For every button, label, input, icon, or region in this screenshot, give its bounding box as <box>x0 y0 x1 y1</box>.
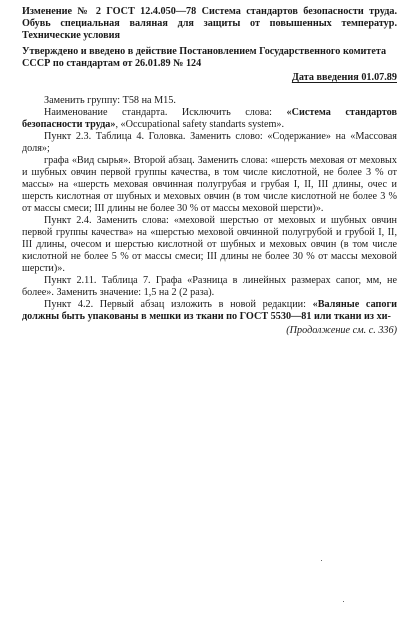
continuation-note: (Продолжение см. с. 336) <box>286 325 397 336</box>
clause-4-2-new-wording: «Валяные сапоги должны быть упакованы в мешки из ткани по ГОСТ 5530—81 или ткани из хи- <box>22 299 397 322</box>
standard-name-excluded-phrase: «Система стандартов безопасности труда» <box>22 107 398 130</box>
scan-speck <box>343 601 344 602</box>
clause-4-2-intro: Пункт 4.2. Первый абзац изложить в новой редакции: <box>44 299 313 310</box>
paragraph-standard-name <box>22 107 397 131</box>
scan-speck <box>321 560 322 561</box>
paragraph-clause-2-11: Пункт 2.11. Таблица 7. Графа «Разница в линейных размерах сапог, мм, не более». Заменить значение: 1,5 на 2 (2 раза). <box>22 275 397 298</box>
standard-name-intro: Наименование стандарта. Исключить слова: <box>44 107 287 118</box>
paragraph-raw-material-column: графа «Вид сырья». Второй абзац. Заменить слова: «шерсть меховая от меховых и шубных овчин первой группы качества, в том числе кислотной, не более 3 % от массы» на «шерсть меховая овчинная полугрубая и грубая I, II, III длины, очес и шерсть кислотная от шубных и меховых овчин (в том числе кислотной не более 3 % от массы смеси; III длины не более 30 % от массы меховой шерсти)». <box>22 155 397 214</box>
amendment-body <box>22 95 397 337</box>
paragraph-clause-2-3: Пункт 2.3. Таблица 4. Головка. Заменить слово: «Содержание» на «Массовая доля»; <box>22 131 397 154</box>
paragraph-group-change: Заменить группу: Т58 на М15. <box>44 95 176 106</box>
effective-date: Дата введения 01.07.89 <box>291 72 397 83</box>
standard-name-english-phrase: , «Occupational safety standarts system». <box>115 119 285 130</box>
paragraph-clause-4-2 <box>22 299 397 323</box>
amendment-header <box>22 6 397 84</box>
amendment-title: Изменение № 2 ГОСТ 12.4.050—78 Система стандартов безопасности труда. Обувь специальная валяная для защиты от повышенных температур. Технические условия <box>22 6 397 41</box>
paragraph-clause-2-4: Пункт 2.4. Заменить слова: «меховой шерстью от меховых и шубных овчин первой группы качества» на «шерстью меховой овчинной полугрубой и грубой I, II, III длины, очесом и шерстью кислотной от шубных и меховых овчин (в том числе кислотной не более 5 % от массы смеси; III длины не более 30 % от массы меховой шерсти)». <box>22 215 397 274</box>
approval-statement: Утверждено и введено в действие Постановлением Государственного комитета СССР по стандартам от 26.01.89 № 124 <box>22 46 387 69</box>
